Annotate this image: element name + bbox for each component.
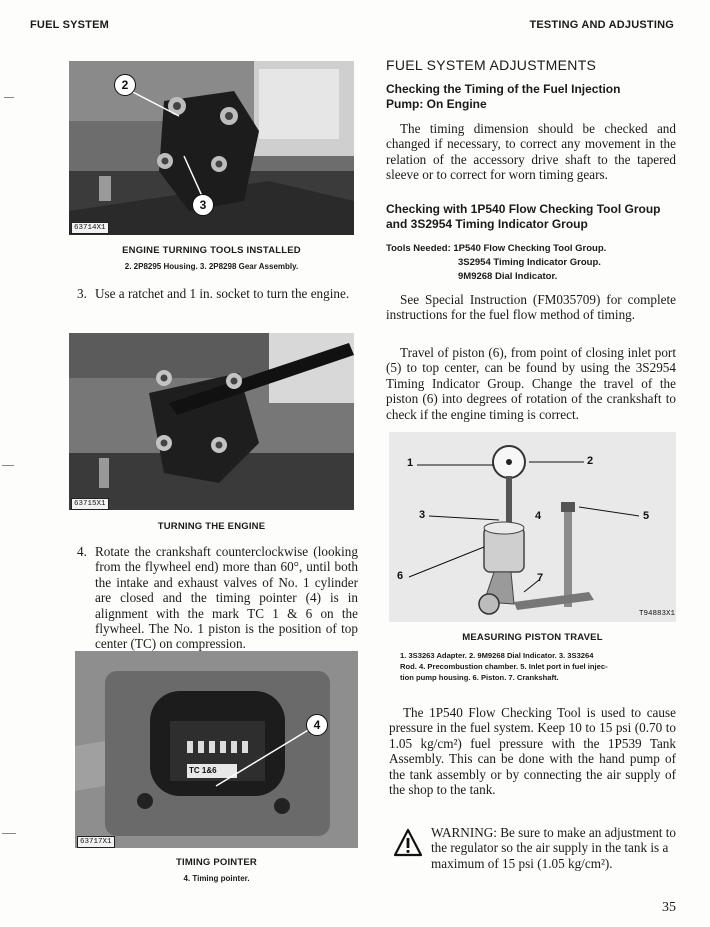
step-number: 4. [77,544,87,559]
figure-caption-legend: 4. Timing pointer. [183,874,250,883]
step-number: 3. [77,286,87,301]
photo-id-tag: T94883X1 [639,610,676,618]
engine-turning-tools-photo [69,61,354,235]
running-header-left: FUEL SYSTEM [30,19,110,31]
callout-2: 2 [114,74,136,96]
photo-id-tag: 63717X1 [77,836,115,848]
figure-caption-title: TURNING THE ENGINE [157,521,266,532]
figure-label-5: 5 [643,510,650,522]
margin-mark [4,97,14,98]
figure-label-6: 6 [397,570,404,582]
subsection-heading-line: and 3S2954 Timing Indicator Group [386,217,588,231]
page-number: 35 [662,900,676,915]
figure-label-2: 2 [587,455,594,467]
figure-label-3: 3 [419,509,426,521]
subsection-heading-line: Pump: On Engine [386,97,487,111]
timing-pointer-photo [75,651,358,848]
figure-caption-legend [400,650,680,683]
figure-caption-title: ENGINE TURNING TOOLS INSTALLED [122,245,301,256]
subsection-heading [386,82,620,112]
tools-needed-item: 1P540 Flow Checking Tool Group. [453,243,607,254]
paragraph: The timing dimension should be checked and changed if necessary, to correct any movement in the relation of the accessory drive shaft to the tapered sleeve or to correct for worn timing gears. [386,121,676,183]
paragraph: The 1P540 Flow Checking Tool is used to cause pressure in the fuel system. Keep 10 to 15 psi (0.70 to 1.05 kg/cm²) fuel pressure with the 1P539 Tank Assembly. This can be done with the hand pump of the tank assembly or by connecting the air supply of the shop to the tank. [389,705,676,798]
subsection-heading-line: Checking the Timing of the Fuel Injection [386,82,621,96]
warning-text: WARNING: Be sure to make an adjustment to the regulator so the air supply in the tank is a maximum of 15 psi (1.05 kg/cm²). [431,825,677,871]
figure-label-1: 1 [407,457,414,469]
figure-caption-legend-line: Rod. 4. Precombustion chamber. 5. Inlet port in fuel injec- [400,662,608,671]
figure-caption-legend-line: 1. 3S3263 Adapter. 2. 9M9268 Dial Indicator. 3. 3S3264 [400,651,594,660]
margin-mark [2,465,14,466]
tools-needed-block [386,242,676,284]
turning-engine-photo [69,333,354,510]
warning-icon [393,828,423,858]
figure-label-4: 4 [535,510,542,522]
subsection-heading-line: Checking with 1P540 Flow Checking Tool Group [386,202,661,216]
step-text: Use a ratchet and 1 in. socket to turn the engine. [95,286,350,301]
flywheel-mark: TC 1&6 [189,766,217,775]
margin-mark [2,833,16,834]
callout-3: 3 [192,194,214,216]
figure-caption-legend: 2. 2P8295 Housing. 3. 2P8298 Gear Assembly. [124,262,299,271]
measuring-piston-travel-photo [389,432,676,622]
paragraph: Travel of piston (6), from point of closing inlet port (5) to top center, can be found by using the 3S2954 Timing Indicator Group. Change the travel of the piston (6) into degrees of rotation of the crankshaft to check if the engine timing is correct. [386,345,676,422]
figure-caption-legend-line: tion pump housing. 6. Piston. 7. Crankshaft. [400,673,559,682]
subsection-heading [386,202,660,232]
tools-needed-item: 3S2954 Timing Indicator Group. [458,257,601,268]
tools-needed-label: Tools Needed: [386,243,451,254]
running-header-right: TESTING AND ADJUSTING [529,19,674,31]
figure-label-7: 7 [537,572,544,584]
paragraph: See Special Instruction (FM035709) for complete instructions for the fuel flow method of timing. [386,292,676,323]
figure-caption-title: TIMING POINTER [176,857,257,868]
tools-needed-item: 9M9268 Dial Indicator. [458,271,558,282]
photo-id-tag: 63715X1 [71,498,109,510]
photo-id-tag: 63714X1 [71,222,109,234]
step-text: Rotate the crankshaft counterclockwise (looking from the flywheel end) more than 60°, until both the intake and exhaust valves of No. 1 cylinder are closed and the timing pointer (4) is in alignment with the mark TC 1 & 6 on the flywheel. The No. 1 piston is the position of top center (TC) on compression. [95,544,358,652]
figure-caption-title: MEASURING PISTON TRAVEL [462,632,603,643]
callout-4: 4 [306,714,328,736]
section-title: FUEL SYSTEM ADJUSTMENTS [386,57,597,73]
